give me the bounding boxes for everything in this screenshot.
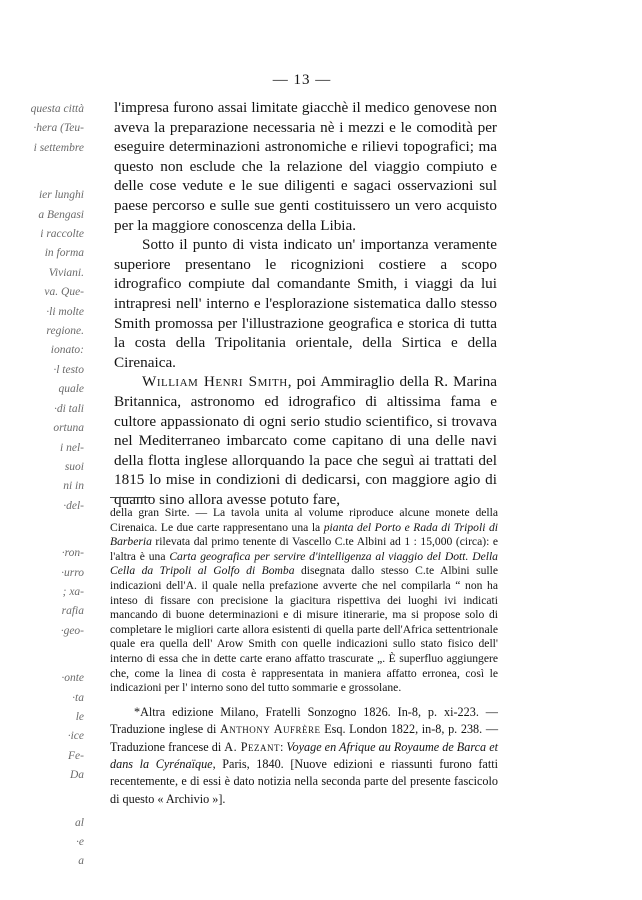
footnote-1-title-a: pianta del Porto e Rada di Tripoli di Barberia xyxy=(110,520,498,549)
bleed-line: i nel- xyxy=(60,441,84,454)
footnote-2-title: Voyage en Afrique au Royaume de Barca et dans la Cyrénaïque xyxy=(110,739,498,771)
bleed-line: ·ta xyxy=(72,691,84,704)
bleed-line: ier lunghi xyxy=(38,189,84,202)
paragraph-3 xyxy=(114,372,497,509)
footnote-2 xyxy=(110,704,498,808)
bleed-line: ·ron- xyxy=(61,547,84,560)
bleed-line: ·urro xyxy=(61,566,84,579)
bleed-line: ·geo- xyxy=(60,624,84,637)
footnote-2-name-b: A. Pezant xyxy=(224,739,280,754)
footnote-1-title-b: Carta geografica per servire d'intelligenza al viaggio del Dott. Della Cella da Tripoli al Golfo di Bomba xyxy=(110,549,498,578)
bleed-line: Da xyxy=(69,769,84,782)
footnote-2-text-d: , Paris, 1840. [Nuove edizioni e riassunti furono fatti recentemente, e di essi è dato notizia nella seconda parte del presente fascicolo di questo « Archivio »]. xyxy=(110,756,498,806)
footnote-1-text-a: della gran Sirte. — La tavola unita al volume riproduce alcune monete della Cirenaica. Le due carte rappresentano una la xyxy=(110,506,498,534)
footnote-1 xyxy=(110,506,498,696)
bleed-line: ionato: xyxy=(50,344,84,357)
bleed-line: ; xa- xyxy=(62,585,84,598)
bleed-line: Viviani. xyxy=(48,266,84,279)
bleed-gap xyxy=(0,158,84,186)
main-text xyxy=(114,98,497,509)
footnote-2-text-a: *Altra edizione Milano, Fratelli Sonzogno 1826. In-8, p. xi-223. — Traduzione inglese di xyxy=(110,704,498,737)
paragraph-3-text: , poi Ammiraglio della R. Marina Britannica, astronomo ed idrografico di altissima fama e cultore appassionato di ogni serio studio scientifico, si trovava nel Mediterraneo imbarcato come capitano di una delle navi della flotta inglese allorquando la pace che seguì ai trattati del 1815 lo mise in condizioni di dedicarsi, con maggiore agio di quanto sino allora avesse potuto fare, xyxy=(114,373,498,508)
bleed-gap xyxy=(0,641,84,669)
bleed-line: ·di tali xyxy=(53,402,84,415)
paragraph-2: Sotto il punto di vista indicato un' importanza veramente superiore presentano le ricognizioni costiere a scopo idrografico compiute dal comandante Smith, i viaggi da lui intrapresi nell' interno e l'esplorazione sistematica dallo stesso Smith promossa per l'illustrazione geografica e storica di tutta la costa della Tripolitania orientale, della Sirtica e della Cirenaica. xyxy=(114,236,497,371)
bleed-line: al xyxy=(75,816,84,829)
bleed-line: questa città xyxy=(30,103,84,115)
bleed-line: va. Que- xyxy=(44,286,84,299)
page-number: — 13 — xyxy=(272,72,332,88)
bleed-line: Fe- xyxy=(68,749,84,762)
bleed-line: ortuna xyxy=(53,422,84,435)
bleed-line: a Bengasi xyxy=(38,208,84,221)
smith-name: William Henri Smith xyxy=(142,373,288,391)
bleed-line: ·del- xyxy=(63,499,84,512)
bleed-line: ·hera (Teu- xyxy=(33,122,84,135)
bleed-gap xyxy=(0,786,84,814)
footnotes xyxy=(110,506,498,808)
footnote-2-name-a: Anthony Aufrère xyxy=(219,722,321,737)
paragraph-1: l'impresa furono assai limitate giacchè il medico genovese non aveva la preparazione necessaria nè i mezzi e le comodità per eseguire determinazioni astronomiche e rilievi topografici; ma questo non esclude che la relazione del viaggio compiuto e delle cose vedute e le sue diligenti e sagaci osservazioni sul paese percorso e sulle sue genti costituissero un vero acquisto per la maggiore conoscenza della Libia. xyxy=(114,99,497,234)
footnote-rule xyxy=(110,497,150,498)
bleed-line: in forma xyxy=(44,247,84,260)
bleed-line: ·e xyxy=(76,836,84,848)
bleed-line: rafia xyxy=(61,605,84,618)
footnote-1-text-b: rilevata dal primo tenente di Vascello C.te Albini ad 1 : 15,000 (circa): e l'altra è una xyxy=(110,535,498,563)
bleed-line: ·onte xyxy=(61,672,84,685)
bleed-line: ·li molte xyxy=(46,305,84,318)
bleed-line: a xyxy=(78,855,84,868)
bleed-line: le xyxy=(75,710,84,723)
footnote-2-text-b: Esq. London 1822, in-8, p. 238. — Traduzione francese di xyxy=(110,722,499,754)
bleed-gap xyxy=(0,516,84,544)
bleed-line: i raccolte xyxy=(40,228,84,241)
bleed-line: ·l testo xyxy=(53,363,84,376)
bleed-line: i settembre xyxy=(33,141,84,154)
footnote-2-text-c: : xyxy=(279,739,287,754)
bleed-line: quale xyxy=(58,383,84,396)
bleed-line: regione. xyxy=(46,325,84,338)
footnote-1-text-c: disegnata dallo stesso C.te Albini sulle indicazioni dell'A. il quale nella prefazione avverte che nel compilarla “ non ha inteso di fissare con precisione la giacitura rispettiva dei luoghi ivi indicati mancando di buone determinazioni e di misure itinerarie, ma si propose solo di completare le migliori carte allora esistenti di quella parte dell'Africa settentrionale quale era quella dell' Arow Smith con quelle indicazioni sullo stato fisico dell' interno di essa che in dette carte erano affatto trascurate „. È superfluo aggiungere che, come la linea di costa è rappresentata in maniera affatto erronea, così le indicazioni per l' interno sono del tutto sommarie e grossolane. xyxy=(110,564,498,695)
bleed-line: ni in xyxy=(63,480,84,493)
bleed-line: ·ice xyxy=(67,730,84,743)
left-margin-bleed xyxy=(0,100,84,868)
bleed-line: suoi xyxy=(64,460,84,473)
